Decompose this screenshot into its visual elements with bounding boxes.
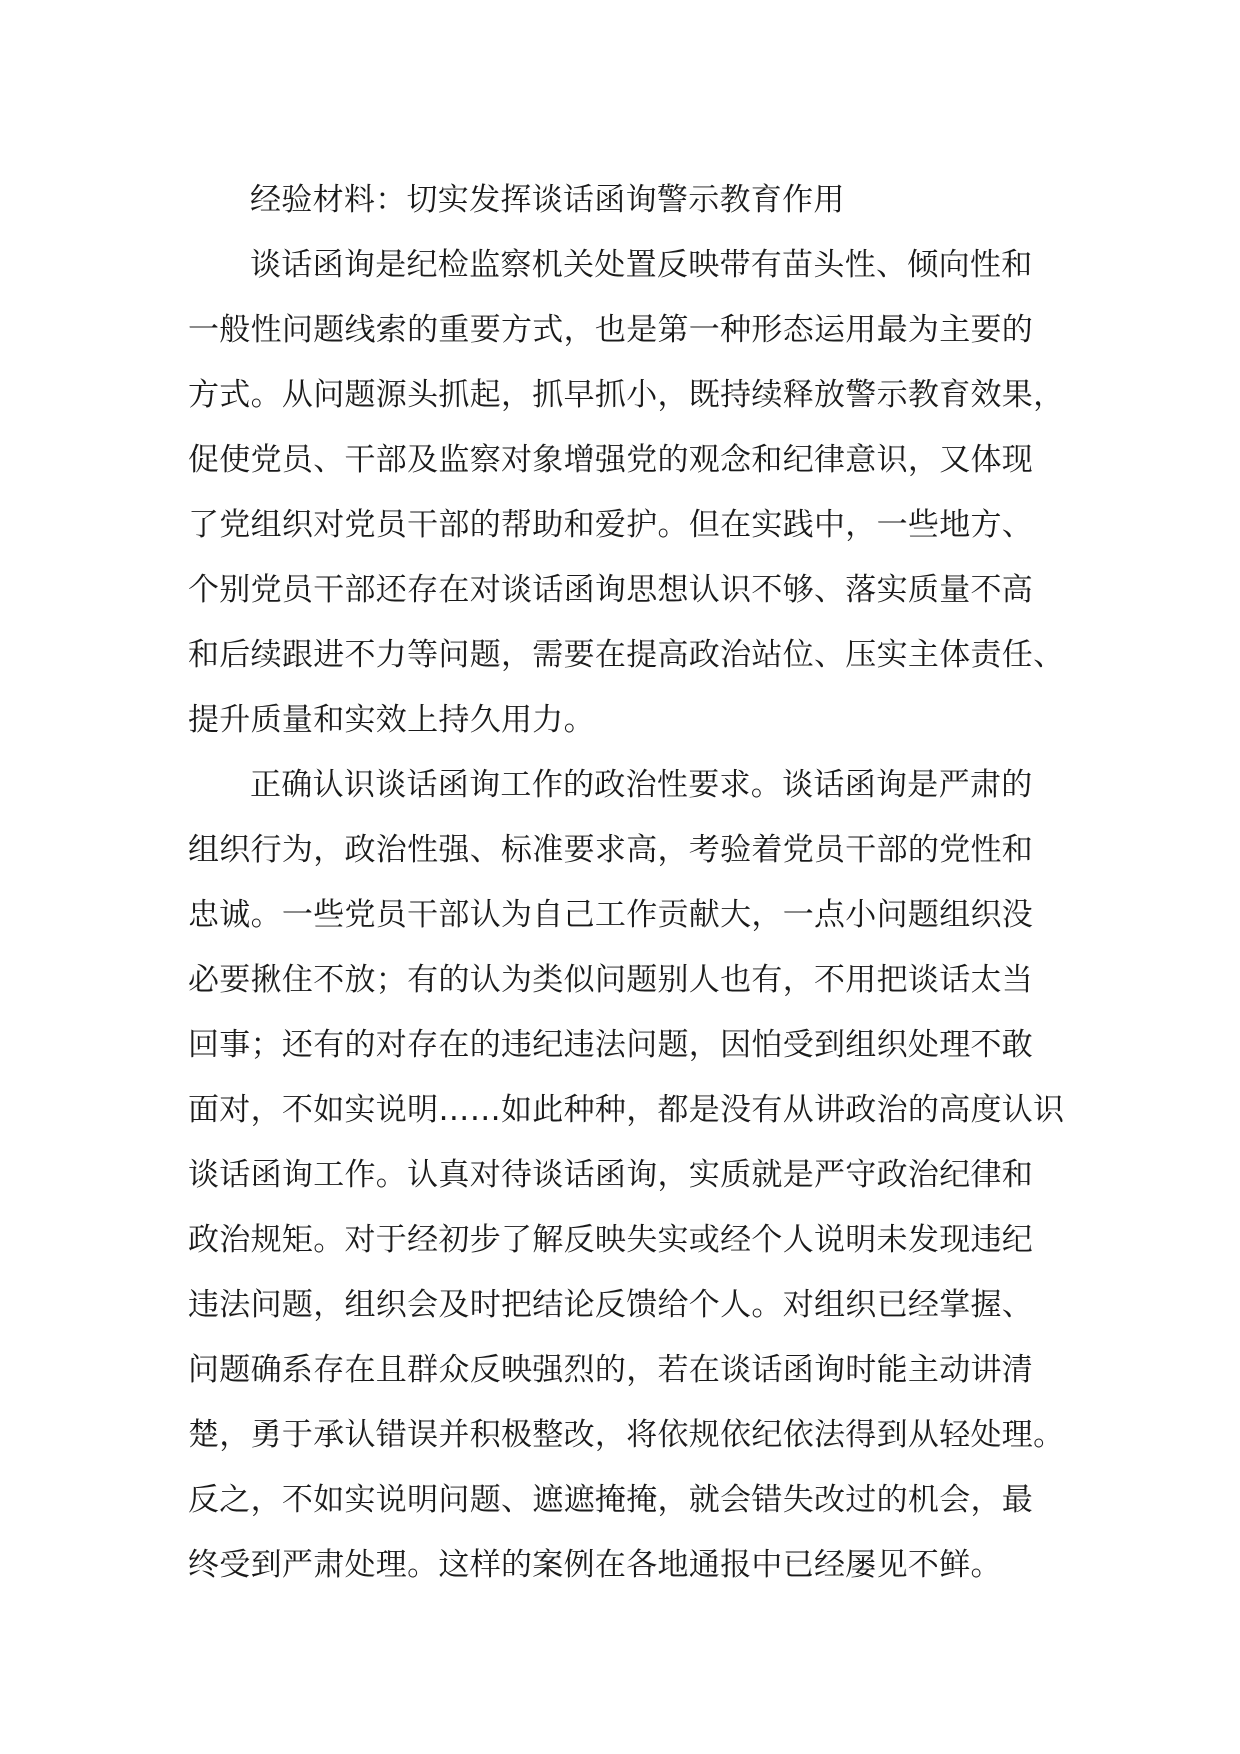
document-body: [188, 168, 1088, 1598]
paragraph-line: 面对，不如实说明……如此种种，都是没有从讲政治的高度认识: [188, 1092, 1065, 1128]
paragraph-line: 问题确系存在且群众反映强烈的，若在谈话函询时能主动讲清: [188, 1352, 1034, 1388]
paragraph-2: [188, 753, 1088, 1598]
paragraph-line: 忠诚。一些党员干部认为自己工作贡献大，一点小问题组织没: [188, 897, 1034, 933]
paragraph-line: 谈话函询工作。认真对待谈话函询，实质就是严守政治纪律和: [188, 1157, 1034, 1193]
paragraph-line: 楚，勇于承认错误并积极整改，将依规依纪依法得到从轻处理。: [188, 1417, 1065, 1453]
paragraph-line: 正确认识谈话函询工作的政治性要求。谈话函询是严肃的: [250, 767, 1033, 803]
paragraph-line: 促使党员、干部及监察对象增强党的观念和纪律意识，又体现: [188, 442, 1034, 478]
paragraph-line: 和后续跟进不力等问题，需要在提高政治站位、压实主体责任、: [188, 637, 1065, 673]
paragraph-line: 必要揪住不放；有的认为类似问题别人也有，不用把谈话太当: [188, 962, 1034, 998]
paragraph-line: 提升质量和实效上持久用力。: [188, 702, 595, 738]
paragraph-line: 回事；还有的对存在的违纪违法问题，因怕受到组织处理不敢: [188, 1027, 1034, 1063]
paragraph-line: 反之，不如实说明问题、遮遮掩掩，就会错失改过的机会，最: [188, 1482, 1034, 1518]
document-title: 经验材料：切实发挥谈话函询警示教育作用: [250, 182, 845, 218]
paragraph-line: 终受到严肃处理。这样的案例在各地通报中已经屡见不鲜。: [188, 1547, 1002, 1583]
paragraph-line: 了党组织对党员干部的帮助和爱护。但在实践中，一些地方、: [188, 507, 1034, 543]
paragraph-1: [188, 233, 1088, 753]
paragraph-line: 方式。从问题源头抓起，抓早抓小，既持续释放警示教育效果，: [188, 377, 1065, 413]
paragraph-line: 违法问题，组织会及时把结论反馈给个人。对组织已经掌握、: [188, 1287, 1034, 1323]
paragraph-line: 个别党员干部还存在对谈话函询思想认识不够、落实质量不高: [188, 572, 1034, 608]
paragraph-line: 一般性问题线索的重要方式，也是第一种形态运用最为主要的: [188, 312, 1034, 348]
paragraph-line: 组织行为，政治性强、标准要求高，考验着党员干部的党性和: [188, 832, 1034, 868]
paragraph-line: 谈话函询是纪检监察机关处置反映带有苗头性、倾向性和: [250, 247, 1033, 283]
paragraph-line: 政治规矩。对于经初步了解反映失实或经个人说明未发现违纪: [188, 1222, 1034, 1258]
